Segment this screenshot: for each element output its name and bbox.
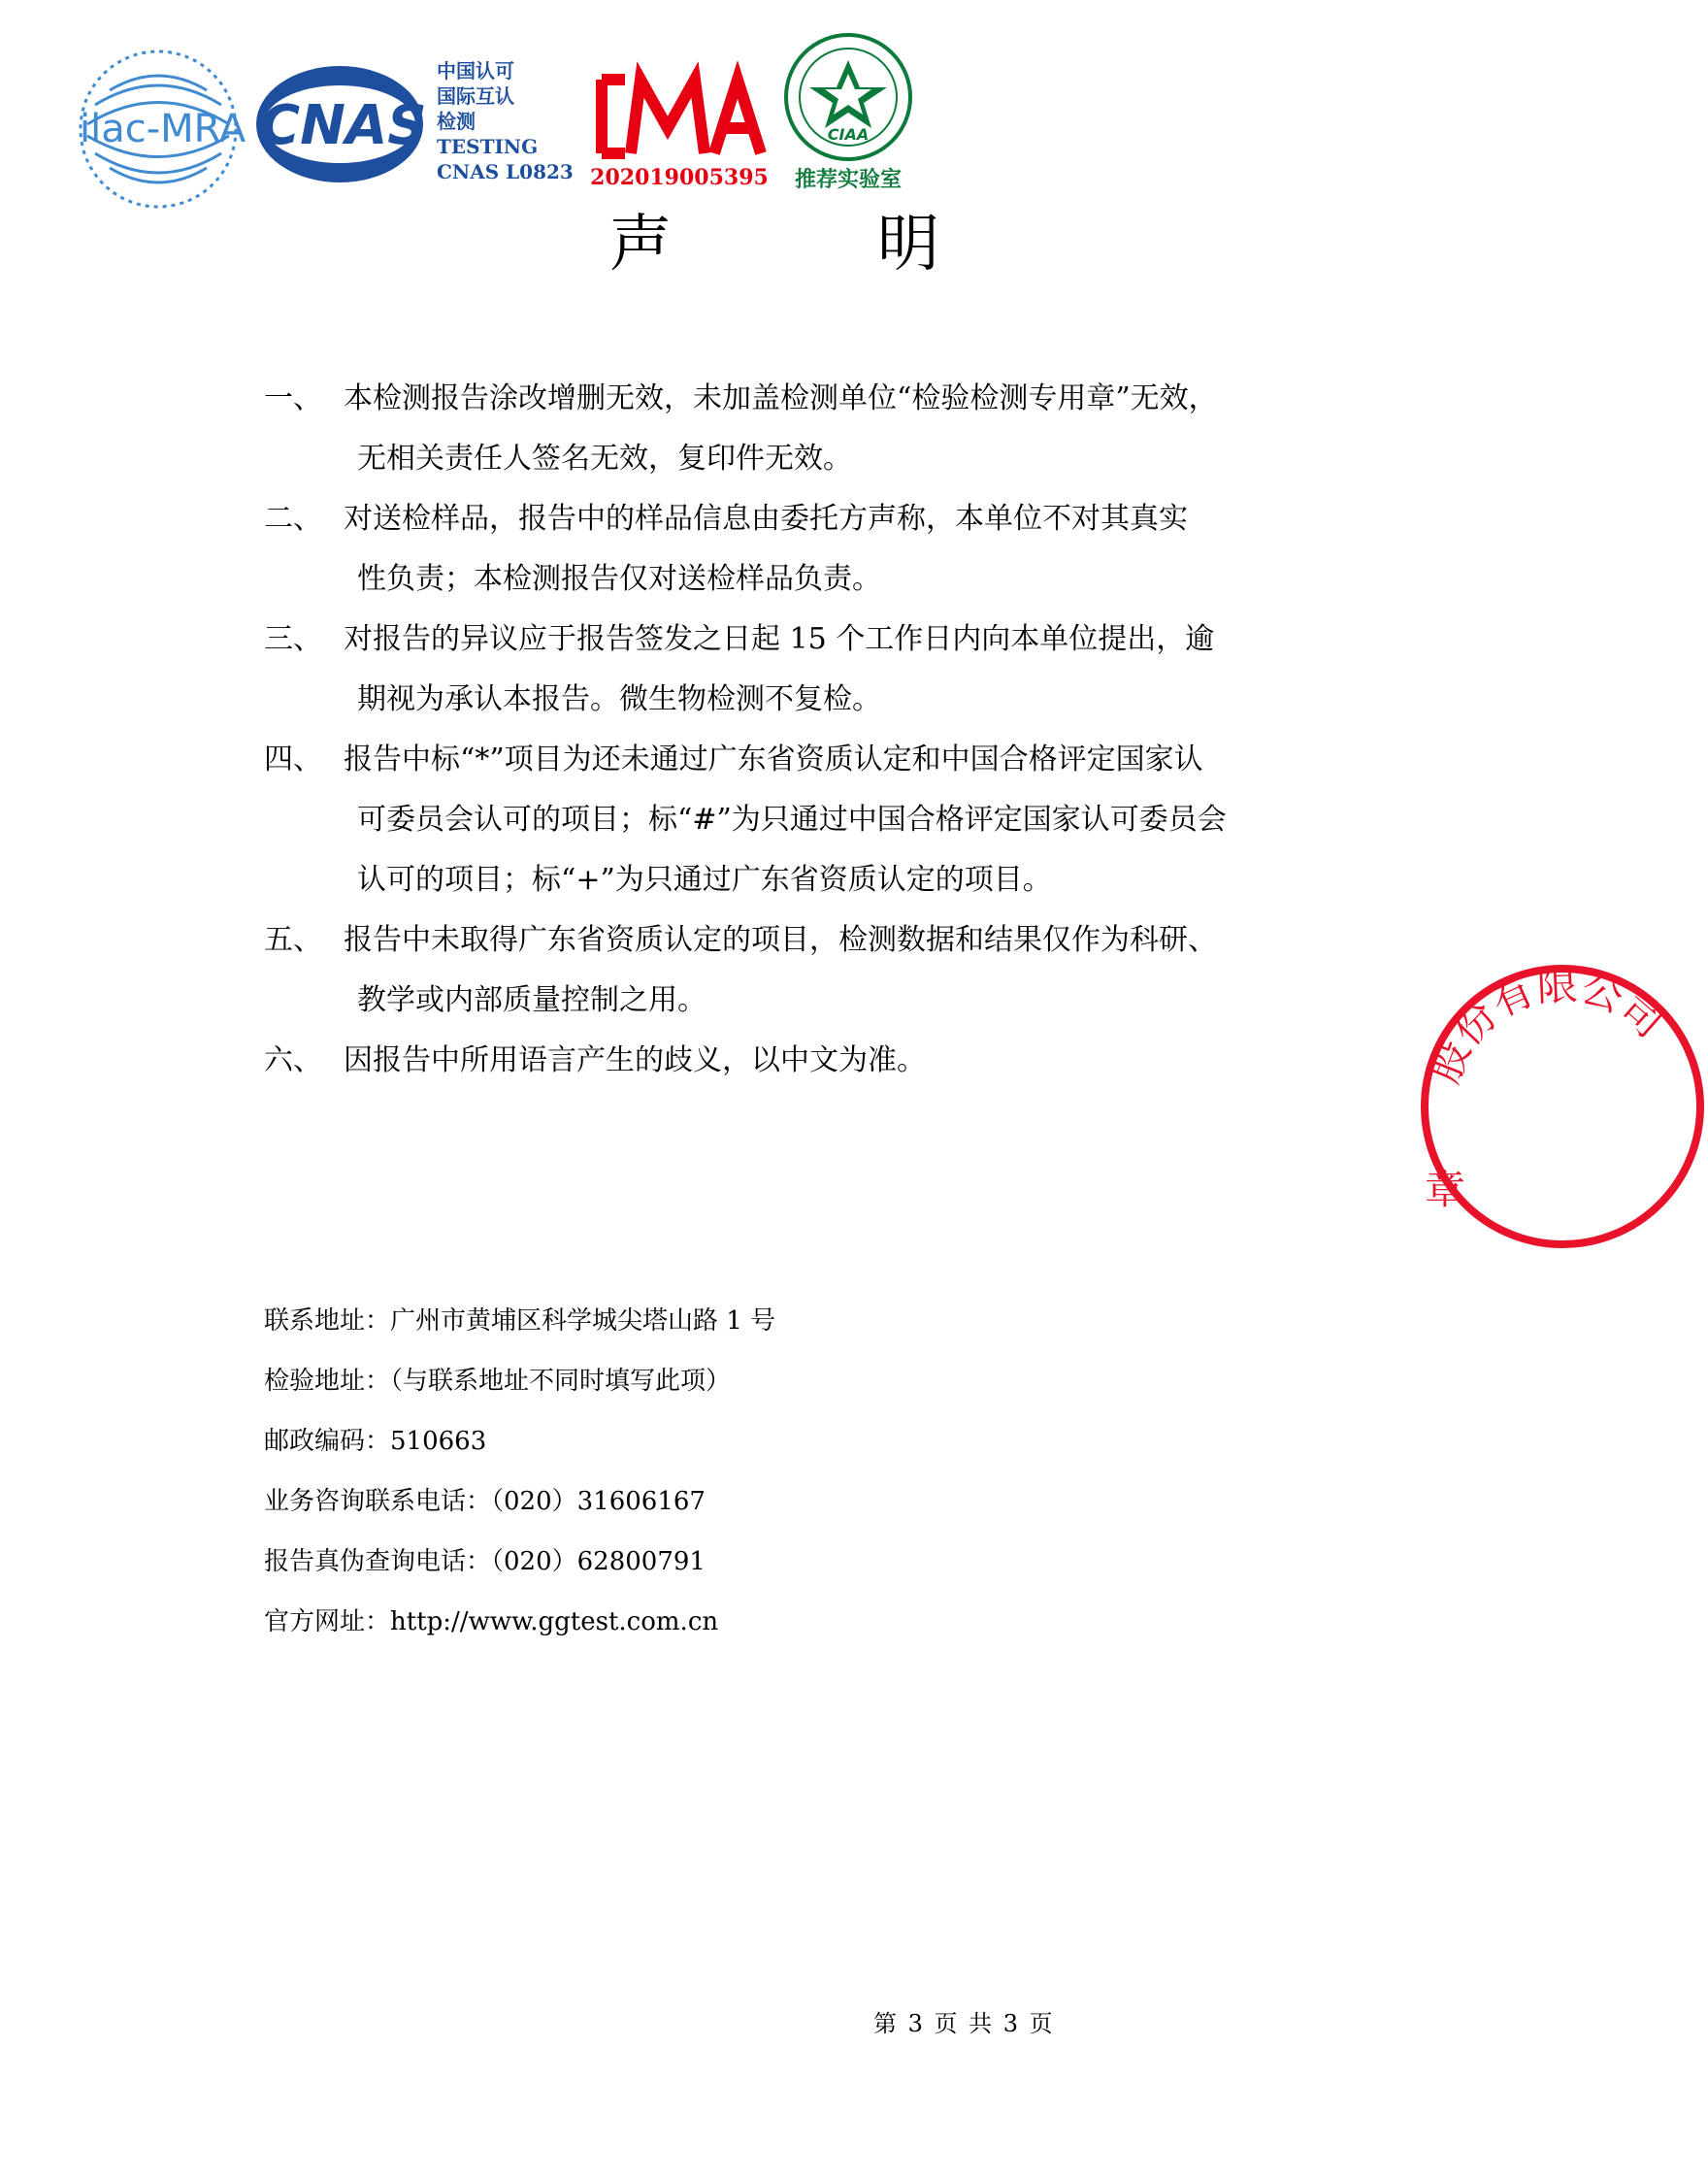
statement-line: 因报告中所用语言产生的歧义，以中文为准。 [344, 1043, 926, 1077]
statement-line: 性负责；本检测报告仅对送检样品负责。 [357, 562, 881, 596]
statement-number: 六、 [264, 1043, 322, 1077]
statement-list [264, 369, 1273, 1091]
statement-line: 教学或内部质量控制之用。 [357, 983, 706, 1017]
ilac-logo-text: ilac-MRA [80, 107, 246, 151]
cnas-accreditation-text [437, 58, 582, 184]
statement-number: 一、 [264, 381, 322, 415]
statement-number: 三、 [264, 622, 322, 656]
page-number: 第 3 页 共 3 页 [873, 2010, 1055, 2037]
cnas-line: 中国认可 [437, 59, 514, 83]
statement-item [264, 369, 1273, 489]
business-phone: 业务咨询联系电话：（020）31606167 [264, 1487, 706, 1516]
certification-logos [0, 0, 1541, 204]
cnas-logo [254, 64, 427, 185]
company-seal [1417, 961, 1674, 1252]
ciaa-logo-text: CIAA [827, 125, 870, 144]
statement-line: 对报告的异议应于报告签发之日起 15 个工作日内向本单位提出，逾 [344, 622, 1215, 656]
statement-line: 期视为承认本报告。微生物检测不复检。 [357, 682, 881, 716]
cnas-line: 检测 [437, 110, 476, 133]
statement-line: 无相关责任人签名无效，复印件无效。 [357, 442, 852, 476]
statement-item [264, 910, 1273, 1031]
statement-item [264, 730, 1273, 910]
statement-number: 五、 [264, 923, 322, 957]
ciaa-logo [782, 31, 914, 196]
statement-line: 对送检样品，报告中的样品信息由委托方声称，本单位不对其真实 [344, 502, 1188, 536]
ciaa-label: 推荐实验室 [794, 168, 902, 192]
seal-tail: 章 [1425, 1166, 1466, 1213]
cnas-line: TESTING [437, 135, 539, 158]
statement-line: 认可的项目；标“+”为只通过广东省资质认定的项目。 [357, 863, 1052, 897]
cnas-line: 国际互认 [437, 84, 514, 108]
page-title [609, 194, 939, 283]
statement-item [264, 1031, 1273, 1091]
statement-number: 四、 [264, 743, 322, 776]
statement-line: 报告中未取得广东省资质认定的项目，检测数据和结果仅作为科研、 [344, 923, 1217, 957]
svg-text:股份有限公司 [1421, 961, 1673, 1089]
cnas-logo-text: CNAS [260, 94, 427, 157]
cma-number: 202019005395 [590, 165, 769, 190]
postcode: 邮政编码：510663 [264, 1427, 487, 1456]
statement-line: 报告中标“*”项目为还未通过广东省资质认定和中国合格评定国家认 [344, 743, 1203, 776]
statement-line: 本检测报告涂改增删无效，未加盖检测单位“检验检测专用章”无效， [344, 381, 1218, 415]
verify-phone: 报告真伪查询电话：（020）62800791 [264, 1547, 706, 1576]
seal-text: 股份有限公司 [1420, 961, 1674, 1090]
website: 官方网址：http://www.ggtest.com.cn [264, 1607, 719, 1636]
inspection-address: 检验地址：（与联系地址不同时填写此项） [264, 1367, 732, 1396]
ilac-mra-logo [76, 47, 246, 212]
statement-item [264, 610, 1273, 730]
statement-line: 可委员会认可的项目；标“#”为只通过中国合格评定国家认可委员会 [357, 803, 1227, 837]
contact-info [264, 1291, 1234, 1652]
cma-logo [582, 68, 776, 194]
cnas-line: CNAS L0823 [437, 160, 574, 183]
contact-address: 联系地址：广州市黄埔区科学城尖塔山路 1 号 [264, 1306, 776, 1336]
statement-item [264, 489, 1273, 610]
title-char: 明 [877, 209, 939, 281]
statement-number: 二、 [264, 502, 322, 536]
title-char: 声 [609, 209, 672, 281]
